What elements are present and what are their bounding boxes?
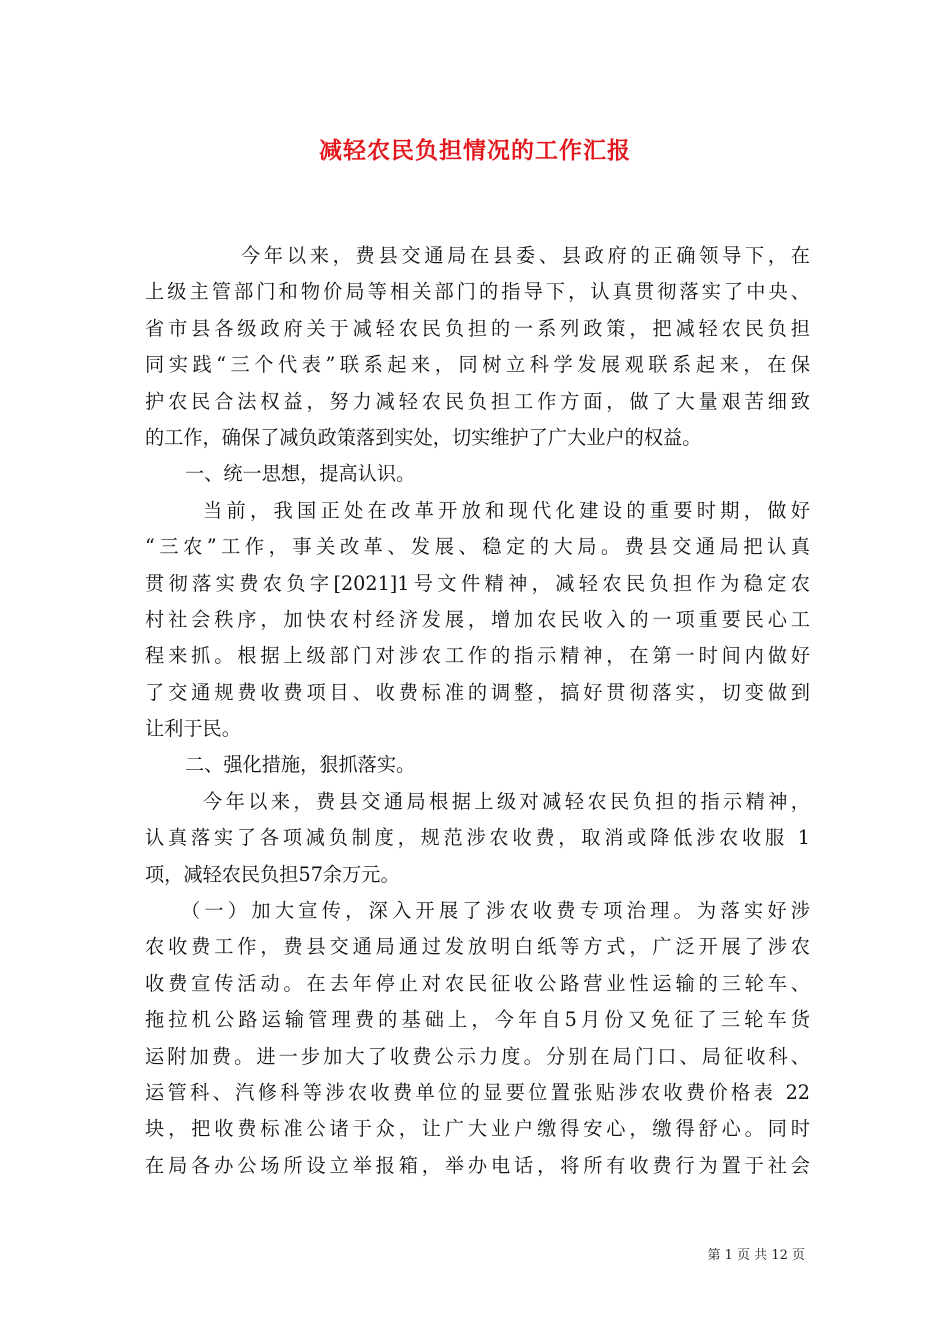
body-line: 的工作，确保了减负政策落到实处，切实维护了广大业户的权益。 [145,425,702,449]
body-line: 当前，我国正处在改革开放和现代化建设的重要时期，做好 [203,498,810,522]
document-body [145,238,810,1184]
body-line: “三农”工作，事关改革、发展、稳定的大局。费县交通局把认真 [145,535,810,559]
body-line: 拖拉机公路运输管理费的基础上，今年自5月份又免征了三轮车货 [145,1008,810,1032]
body-line: 省市县各级政府关于减轻农民负担的一系列政策，把减轻农民负担 [145,316,810,340]
body-line: 护农民合法权益，努力减轻农民负担工作方面，做了大量艰苦细致 [145,389,810,413]
body-line: 认真落实了各项减负制度，规范涉农收费，取消或降低涉农收服 1 [145,826,810,850]
page-footer: 第 1 页 共 12 页 [707,1248,805,1263]
body-line: 让利于民。 [145,717,241,741]
body-line: 一、统一思想，提高认识。 [185,462,416,486]
body-line: 程来抓。根据上级部门对涉农工作的指示精神，在第一时间内做好 [145,644,810,668]
body-line: 贯彻落实费农负字[2021]1号文件精神，减轻农民负担作为稳定农 [145,571,810,595]
body-line: 块，把收费标准公诸于众，让广大业户缴得安心，缴得舒心。同时 [145,1117,810,1141]
body-line: 项，减轻农民负担57余万元。 [145,862,400,886]
body-line: 上级主管部门和物价局等相关部门的指导下，认真贯彻落实了中央、 [145,280,810,304]
body-line: 村社会秩序，加快农村经济发展，增加农民收入的一项重要民心工 [145,607,810,631]
body-line: 运附加费。进一步加大了收费公示力度。分别在局门口、局征收科、 [145,1044,810,1068]
document-title: 减轻农民负担情况的工作汇报 [319,137,631,164]
body-line: 今年以来，费县交通局根据上级对减轻农民负担的指示精神， [203,789,810,813]
body-line: 运管科、汽修科等涉农收费单位的显要位置张贴涉农收费价格表 22 [145,1080,810,1104]
body-line: （一）加大宣传，深入开展了涉农收费专项治理。为落实好涉 [181,899,810,923]
body-line: 今年以来，费县交通局在县委、县政府的正确领导下，在 [241,244,810,267]
body-line: 在局各办公场所设立举报箱，举办电话，将所有收费行为置于社会 [145,1153,810,1177]
body-line: 二、强化措施，狠抓落实。 [185,753,416,777]
body-line: 收费宣传活动。在去年停止对农民征收公路营业性运输的三轮车、 [145,971,810,995]
body-line: 同实践“三个代表”联系起来，同树立科学发展观联系起来，在保 [145,353,810,377]
body-line: 农收费工作，费县交通局通过发放明白纸等方式，广泛开展了涉农 [145,935,810,959]
body-line: 了交通规费收费项目、收费标准的调整，搞好贯彻落实，切变做到 [145,680,810,704]
